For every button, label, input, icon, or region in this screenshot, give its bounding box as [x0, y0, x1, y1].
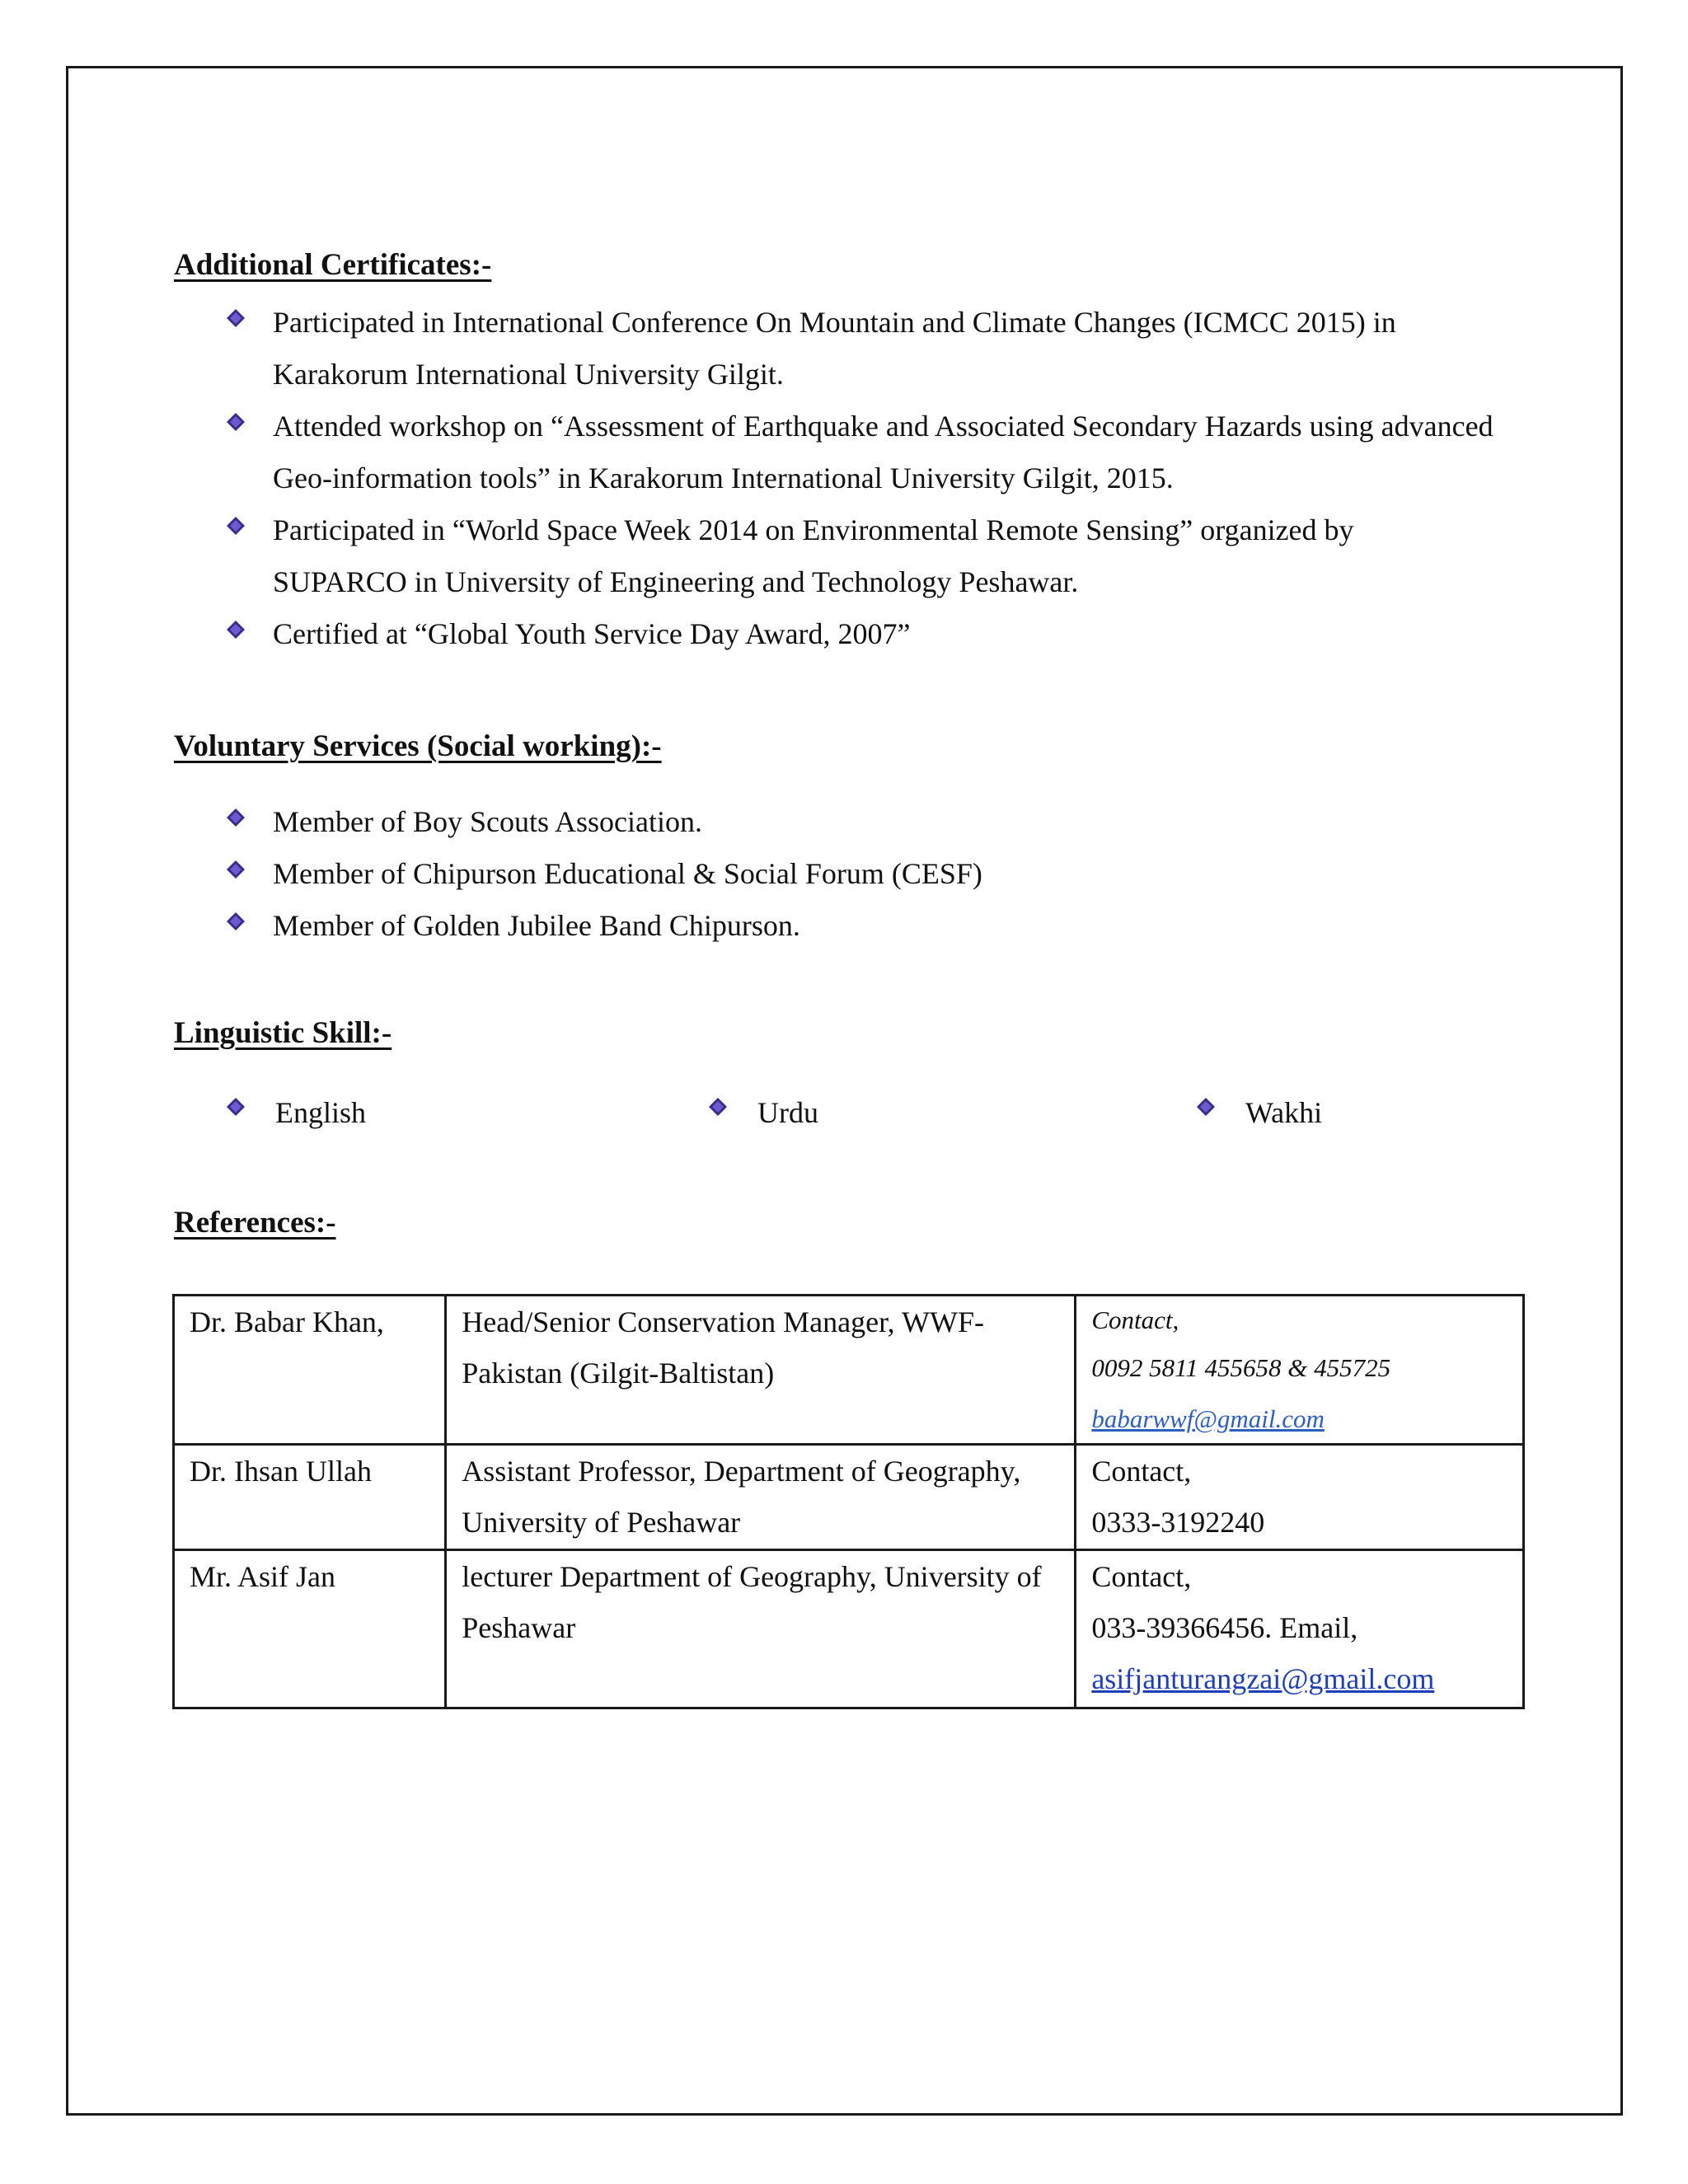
references-section: [174, 1205, 1526, 1241]
diamond-bullet-icon: [226, 1097, 246, 1117]
reference-position: lecturer Department of Geography, University of Peshawar: [446, 1550, 1076, 1708]
voluntary-heading: Voluntary Services (Social working):-: [174, 729, 662, 763]
list-item: Attended workshop on “Assessment of Earthquake and Associated Secondary Hazards using advanced: [174, 401, 1526, 452]
language-item: Urdu: [708, 1092, 818, 1133]
diamond-bullet-icon: [226, 860, 246, 879]
voluntary-list-wrap: [174, 796, 1526, 952]
voluntary-section: [174, 729, 1526, 765]
voluntary-list: [174, 796, 1526, 952]
table-row: [174, 1550, 1524, 1708]
reference-contact: Contact, 033-39366456. Email, asifjanturangzai@gmail.com: [1076, 1550, 1524, 1708]
references-table: [172, 1294, 1525, 1709]
list-item: Member of Golden Jubilee Band Chipurson.: [174, 900, 1526, 952]
reference-name: Dr. Ihsan Ullah: [174, 1445, 446, 1550]
reference-name: Mr. Asif Jan: [174, 1550, 446, 1708]
language-list: [174, 1092, 1526, 1133]
diamond-bullet-icon: [226, 516, 246, 536]
reference-name: Dr. Babar Khan,: [174, 1296, 446, 1445]
certificates-list: [174, 297, 1526, 660]
table-row: [174, 1445, 1524, 1550]
reference-contact: Contact, 0092 5811 455658 & 455725 babarwwf@gmail.com: [1076, 1296, 1524, 1445]
reference-contact: Contact, 0333-3192240: [1076, 1445, 1524, 1550]
diamond-bullet-icon: [226, 620, 246, 640]
email-link[interactable]: babarwwf@gmail.com: [1091, 1404, 1325, 1433]
reference-position: Assistant Professor, Department of Geography, University of Peshawar: [446, 1445, 1076, 1550]
table-row: [174, 1296, 1524, 1445]
list-item: Member of Boy Scouts Association.: [174, 796, 1526, 848]
references-heading: References:-: [174, 1206, 336, 1240]
list-item: Participated in “World Space Week 2014 on Environmental Remote Sensing” organized by: [174, 504, 1526, 556]
list-item: Member of Chipurson Educational & Social Forum (CESF): [174, 848, 1526, 900]
list-item: Certified at “Global Youth Service Day Award, 2007”: [174, 608, 1526, 660]
language-item: Wakhi: [1196, 1092, 1322, 1133]
list-item: Geo-information tools” in Karakorum International University Gilgit, 2015.: [273, 462, 1174, 494]
email-link[interactable]: asifjanturangzai@gmail.com: [1091, 1662, 1435, 1695]
certificates-list-wrap: [174, 297, 1526, 660]
linguistic-section: [174, 1015, 1526, 1052]
diamond-bullet-icon: [226, 808, 246, 827]
diamond-bullet-icon: [1196, 1097, 1216, 1117]
diamond-bullet-icon: [226, 912, 246, 931]
diamond-bullet-icon: [708, 1097, 728, 1117]
certificates-section: [174, 247, 1526, 284]
list-item: SUPARCO in University of Engineering and Technology Peshawar.: [273, 565, 1079, 598]
language-item: English: [226, 1092, 366, 1133]
list-item: Karakorum International University Gilgit.: [273, 358, 784, 391]
list-item: Participated in International Conference On Mountain and Climate Changes (ICMCC 2015) in: [174, 297, 1526, 349]
diamond-bullet-icon: [226, 412, 246, 432]
reference-position: Head/Senior Conservation Manager, WWF- Pakistan (Gilgit-Baltistan): [446, 1296, 1076, 1445]
linguistic-heading: Linguistic Skill:-: [174, 1016, 392, 1050]
diamond-bullet-icon: [226, 308, 246, 328]
certificates-heading: Additional Certificates:-: [174, 248, 492, 282]
